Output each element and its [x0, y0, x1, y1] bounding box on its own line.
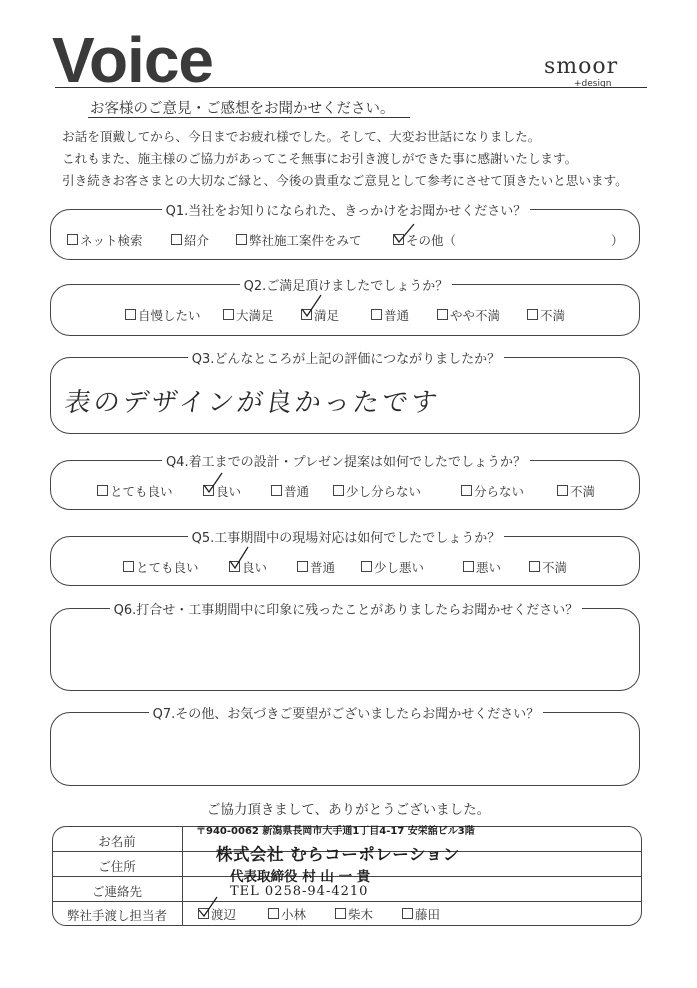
q6-box: [50, 603, 640, 691]
q2-option-6[interactable]: 不満: [527, 306, 565, 324]
q1-option-other[interactable]: その他（: [393, 231, 456, 249]
contact-label-name: お名前: [98, 834, 136, 849]
checkbox-icon: [402, 908, 413, 919]
q5-option-5[interactable]: 悪い: [463, 558, 501, 576]
q1-option-referral[interactable]: 紹介: [171, 231, 209, 249]
contact-row-divider: [52, 901, 642, 902]
intro-heading-underline: [88, 117, 410, 118]
check-mark-icon: [201, 471, 225, 495]
q2-option-5[interactable]: やや不満: [437, 306, 500, 324]
q5-box: [50, 531, 640, 586]
q5-option-2[interactable]: 良い: [229, 558, 267, 576]
checkbox-icon: [437, 309, 448, 320]
q1-box: [50, 204, 640, 260]
checkbox-icon: [271, 485, 282, 496]
contact-label-staff: 弊社手渡し担当者: [66, 908, 167, 923]
q2-option-1[interactable]: 自慢したい: [125, 306, 201, 324]
staff-option-fujita[interactable]: 藤田: [402, 905, 440, 923]
q4-option-5[interactable]: 分らない: [461, 482, 524, 500]
q4-label: Q4.着工までの設計・プレゼン提案は如何でしたでしょうか？: [51, 451, 641, 470]
checkbox-icon: [335, 908, 346, 919]
q7-label: Q7.その他、お気づきご要望がございましたらお聞かせください？: [51, 703, 641, 722]
q5-option-6[interactable]: 不満: [529, 558, 567, 576]
check-mark-icon: [391, 222, 417, 246]
checkbox-icon: [123, 561, 134, 572]
intro-line: 引き続きお客さまとの大切なご縁と、今後の貴重なご意見として参考にさせて頂きたいと思います。: [62, 173, 628, 188]
q3-label: Q3.どんなところが上記の評価につながりましたか？: [51, 348, 641, 367]
q1-option-works[interactable]: 弊社施工案件をみて: [236, 231, 362, 249]
q5-option-3[interactable]: 普通: [297, 558, 335, 576]
checkbox-icon: [97, 485, 108, 496]
staff-option-watanabe[interactable]: 渡辺: [198, 905, 236, 923]
closing-message: ご協力頂きまして、ありがとうございました。: [206, 802, 491, 818]
q1-option-other-close: ）: [611, 233, 624, 248]
intro-line: これもまた、施主様のご協力があってこそ無事にお引き渡しができた事に感謝いたします。: [62, 151, 578, 166]
checkbox-icon: [463, 561, 474, 572]
checkbox-icon: [371, 309, 382, 320]
q5-label: Q5.工事期間中の現場対応は如何でしたでしょうか？: [51, 527, 641, 546]
checkbox-icon: [333, 485, 344, 496]
check-mark-icon: [227, 545, 251, 571]
intro-heading: お客様のご意見・ご感想をお聞かせください。: [90, 101, 395, 117]
check-mark-icon: [196, 894, 220, 918]
brand-logo: smoor: [544, 54, 619, 79]
q2-option-3[interactable]: 満足: [301, 306, 339, 324]
staff-option-kobayashi[interactable]: 小林: [268, 905, 306, 923]
q4-box: [50, 455, 640, 510]
q1-label: Q1.当社をお知りになられた、きっかけをお聞かせください？: [51, 200, 641, 219]
q6-label: Q6.打合せ・工事期間中に印象に残ったことがありましたらお聞かせください？: [51, 599, 641, 618]
brand-logo-sub: +design: [574, 79, 612, 89]
staff-option-shibaki[interactable]: 柴木: [335, 905, 373, 923]
q2-option-4[interactable]: 普通: [371, 306, 409, 324]
checkbox-icon: [529, 561, 540, 572]
contact-label-address: ご住所: [98, 859, 136, 874]
checkbox-icon: [527, 309, 538, 320]
contact-label-phone: ご連絡先: [91, 884, 142, 899]
q2-option-2[interactable]: 大満足: [223, 306, 274, 324]
q4-option-3[interactable]: 普通: [271, 482, 309, 500]
header-divider: [55, 87, 647, 88]
q2-label: Q2.ご満足頂けましたでしょうか？: [51, 275, 641, 294]
checkbox-icon: [223, 309, 234, 320]
checkbox-icon: [236, 234, 247, 245]
page-title: Voice: [52, 24, 213, 96]
checkbox-icon: [171, 234, 182, 245]
q5-option-4[interactable]: 少し悪い: [361, 558, 424, 576]
checkbox-icon: [67, 234, 78, 245]
q7-box: [50, 707, 640, 786]
q3-handwritten-answer: 表のデザインが良かったです: [62, 388, 442, 418]
stamp-representative: 代表取締役 村 山 一 貴: [230, 869, 371, 885]
q4-option-1[interactable]: とても良い: [97, 482, 173, 500]
checkbox-icon: [125, 309, 136, 320]
stamp-address: 〒940-0062 新潟県長岡市大手通1丁目4-17 安栄舘ビル3階: [196, 826, 475, 837]
checkbox-icon: [297, 561, 308, 572]
checkbox-icon: [461, 485, 472, 496]
q4-option-6[interactable]: 不満: [557, 482, 595, 500]
q4-option-4[interactable]: 少し分らない: [333, 482, 421, 500]
stamp-tel: TEL 0258-94-4210: [230, 884, 369, 899]
checkbox-icon: [268, 908, 279, 919]
q5-option-1[interactable]: とても良い: [123, 558, 199, 576]
checkbox-icon: [361, 561, 372, 572]
intro-line: お話を頂戴してから、今日までお疲れ様でした。そして、大変お世話になりました。: [62, 129, 541, 144]
q2-box: [50, 279, 640, 336]
stamp-company: 株式会社 むらコーポレーション: [216, 845, 460, 864]
q1-option-net[interactable]: ネット検索: [67, 231, 143, 249]
checkbox-icon: [557, 485, 568, 496]
q4-option-2[interactable]: 良い: [203, 482, 241, 500]
check-mark-icon: [299, 293, 325, 319]
